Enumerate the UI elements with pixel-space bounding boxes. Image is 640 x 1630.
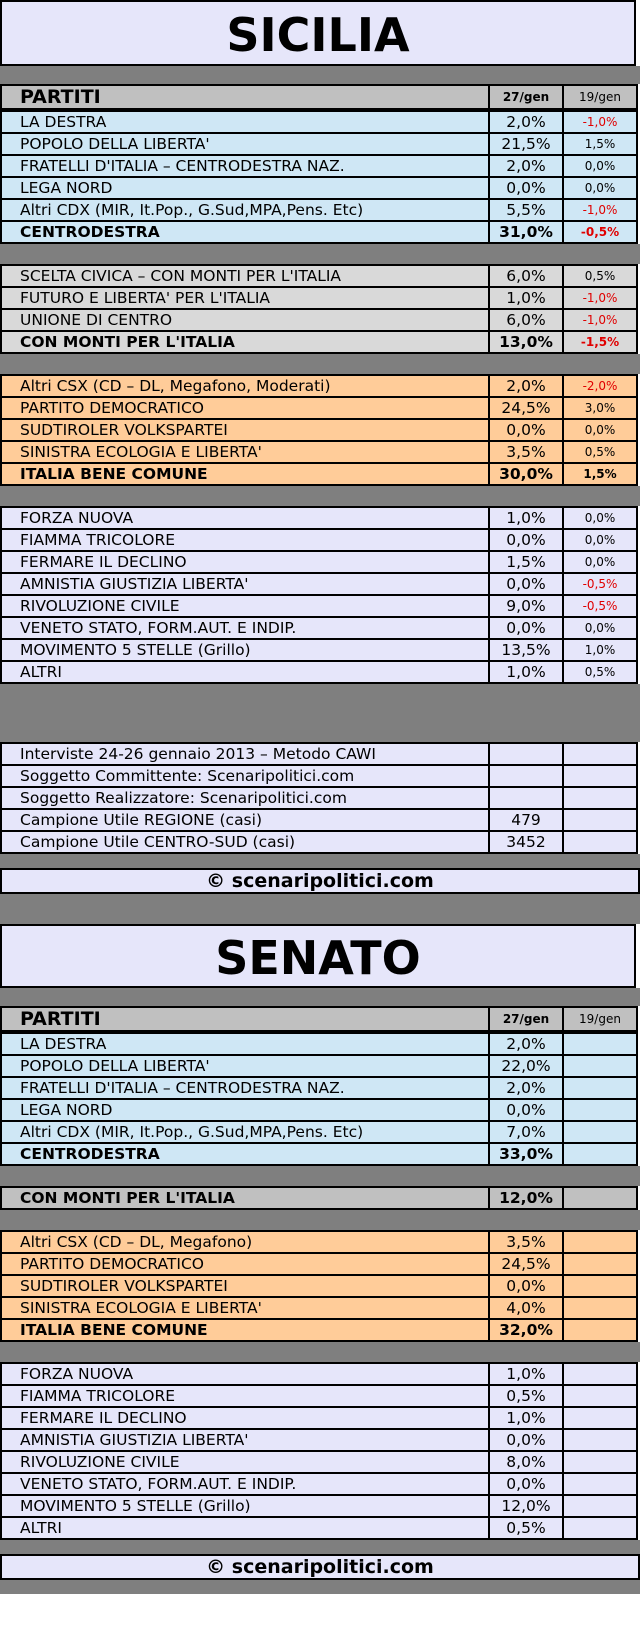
change-value: -1,0%	[563, 199, 637, 221]
senato-title: SENATO	[0, 924, 636, 988]
table-row	[1, 1363, 637, 1385]
change-value	[563, 1253, 637, 1275]
current-value: 8,0%	[489, 1451, 563, 1473]
party-name: AMNISTIA GIUSTIZIA LIBERTA'	[1, 1429, 489, 1451]
sicilia-csx-table	[0, 374, 638, 486]
party-name: FUTURO E LIBERTA' PER L'ITALIA	[1, 287, 489, 309]
current-value: 3452	[489, 831, 563, 853]
change-value	[563, 1473, 637, 1495]
change-value: 0,0%	[563, 529, 637, 551]
party-name: Campione Utile REGIONE (casi)	[1, 809, 489, 831]
separator	[0, 894, 640, 924]
change-value: 0,5%	[563, 441, 637, 463]
change-value: 0,0%	[563, 617, 637, 639]
table-row	[1, 111, 637, 133]
table-row	[1, 639, 637, 661]
current-value	[489, 743, 563, 765]
separator	[0, 1166, 640, 1186]
table-row	[1, 375, 637, 397]
change-value: 0,5%	[563, 265, 637, 287]
current-value: 0,0%	[489, 177, 563, 199]
party-name: Soggetto Realizzatore: Scenaripolitici.com	[1, 787, 489, 809]
current-value: 7,0%	[489, 1121, 563, 1143]
senato-others-table	[0, 1362, 638, 1540]
party-name: ITALIA BENE COMUNE	[1, 463, 489, 485]
separator	[0, 1210, 640, 1230]
party-name: SINISTRA ECOLOGIA E LIBERTA'	[1, 1297, 489, 1319]
total-row	[1, 1143, 637, 1165]
table-row	[1, 133, 637, 155]
current-value: 13,5%	[489, 639, 563, 661]
party-name: FIAMMA TRICOLORE	[1, 529, 489, 551]
current-value: 0,5%	[489, 1385, 563, 1407]
current-value: 5,5%	[489, 199, 563, 221]
change-value	[563, 1297, 637, 1319]
table-row	[1, 155, 637, 177]
current-value: 12,0%	[489, 1495, 563, 1517]
table-row	[1, 419, 637, 441]
party-name: CON MONTI PER L'ITALIA	[1, 1187, 489, 1209]
table-row	[1, 1429, 637, 1451]
party-name: ALTRI	[1, 661, 489, 683]
change-value	[563, 1077, 637, 1099]
current-value: 24,5%	[489, 397, 563, 419]
current-value: 0,0%	[489, 1473, 563, 1495]
change-value: 1,0%	[563, 639, 637, 661]
change-value: 0,5%	[563, 661, 637, 683]
party-name: AMNISTIA GIUSTIZIA LIBERTA'	[1, 573, 489, 595]
separator	[0, 66, 640, 84]
sicilia-title: SICILIA	[0, 0, 636, 66]
table-row	[1, 199, 637, 221]
current-value: 21,5%	[489, 133, 563, 155]
party-name: CENTRODESTRA	[1, 221, 489, 243]
current-value: 31,0%	[489, 221, 563, 243]
change-value: -0,5%	[563, 595, 637, 617]
party-name: POPOLO DELLA LIBERTA'	[1, 133, 489, 155]
table-row	[1, 397, 637, 419]
change-value: 0,0%	[563, 551, 637, 573]
party-name: RIVOLUZIONE CIVILE	[1, 1451, 489, 1473]
party-name: LA DESTRA	[1, 111, 489, 133]
table-row	[1, 787, 637, 809]
total-row	[1, 1187, 637, 1209]
change-value	[563, 1495, 637, 1517]
table-row	[1, 1451, 637, 1473]
change-value	[563, 787, 637, 809]
copyright-label: © scenaripolitici.com	[0, 1554, 640, 1580]
current-value: 30,0%	[489, 463, 563, 485]
party-name: FIAMMA TRICOLORE	[1, 1385, 489, 1407]
party-name: POPOLO DELLA LIBERTA'	[1, 1055, 489, 1077]
change-value	[563, 1231, 637, 1253]
table-row	[1, 529, 637, 551]
party-name: Altri CDX (MIR, It.Pop., G.Sud,MPA,Pens. Etc)	[1, 199, 489, 221]
party-name: Campione Utile CENTRO-SUD (casi)	[1, 831, 489, 853]
separator	[0, 244, 640, 264]
change-value: 0,0%	[563, 155, 637, 177]
current-value: 13,0%	[489, 331, 563, 353]
current-value: 0,0%	[489, 1275, 563, 1297]
senato-table-header	[0, 1006, 638, 1032]
current-value: 6,0%	[489, 309, 563, 331]
change-value	[563, 1517, 637, 1539]
change-value: -1,0%	[563, 287, 637, 309]
change-value: 0,0%	[563, 419, 637, 441]
current-value: 3,5%	[489, 1231, 563, 1253]
current-value: 2,0%	[489, 1077, 563, 1099]
party-name: Altri CSX (CD – DL, Megafono, Moderati)	[1, 375, 489, 397]
table-row	[1, 765, 637, 787]
separator	[0, 684, 640, 742]
change-value: -1,5%	[563, 331, 637, 353]
separator	[0, 1540, 640, 1554]
party-name: FRATELLI D'ITALIA – CENTRODESTRA NAZ.	[1, 1077, 489, 1099]
current-value: 0,0%	[489, 529, 563, 551]
change-value: -0,5%	[563, 221, 637, 243]
table-row	[1, 1473, 637, 1495]
table-row	[1, 1517, 637, 1539]
current-value: 479	[489, 809, 563, 831]
table-row	[1, 1055, 637, 1077]
separator	[0, 354, 640, 374]
change-value: 3,0%	[563, 397, 637, 419]
change-value	[563, 1099, 637, 1121]
current-value: 1,0%	[489, 1407, 563, 1429]
party-name: ITALIA BENE COMUNE	[1, 1319, 489, 1341]
table-row	[1, 287, 637, 309]
table-row	[1, 1253, 637, 1275]
party-name: CENTRODESTRA	[1, 1143, 489, 1165]
current-value: 1,5%	[489, 551, 563, 573]
change-value: -0,5%	[563, 573, 637, 595]
party-name: LA DESTRA	[1, 1033, 489, 1055]
current-value: 0,5%	[489, 1517, 563, 1539]
current-value: 9,0%	[489, 595, 563, 617]
current-value: 4,0%	[489, 1297, 563, 1319]
change-value	[563, 1033, 637, 1055]
table-row	[1, 441, 637, 463]
current-value: 33,0%	[489, 1143, 563, 1165]
current-value: 3,5%	[489, 441, 563, 463]
sicilia-others-table	[0, 506, 638, 684]
table-row	[1, 1033, 637, 1055]
change-value	[563, 831, 637, 853]
change-value	[563, 1407, 637, 1429]
current-value: 0,0%	[489, 1429, 563, 1451]
partiti-header: PARTITI	[1, 85, 489, 109]
change-value	[563, 1429, 637, 1451]
table-row	[1, 177, 637, 199]
party-name: Soggetto Committente: Scenaripolitici.com	[1, 765, 489, 787]
party-name: SINISTRA ECOLOGIA E LIBERTA'	[1, 441, 489, 463]
table-row	[1, 309, 637, 331]
table-row	[1, 595, 637, 617]
table-row	[1, 551, 637, 573]
separator	[0, 854, 640, 868]
senato-monti-table	[0, 1186, 638, 1210]
party-name: SUDTIROLER VOLKSPARTEI	[1, 419, 489, 441]
change-value	[563, 1121, 637, 1143]
party-name: FORZA NUOVA	[1, 1363, 489, 1385]
current-value: 1,0%	[489, 1363, 563, 1385]
party-name: ALTRI	[1, 1517, 489, 1539]
table-row	[1, 617, 637, 639]
change-value	[563, 1451, 637, 1473]
table-row	[1, 1495, 637, 1517]
total-row	[1, 331, 637, 353]
party-name: FRATELLI D'ITALIA – CENTRODESTRA NAZ.	[1, 155, 489, 177]
separator	[0, 988, 640, 1006]
table-row	[1, 809, 637, 831]
party-name: LEGA NORD	[1, 1099, 489, 1121]
current-value: 2,0%	[489, 1033, 563, 1055]
table-row	[1, 1385, 637, 1407]
separator	[0, 1342, 640, 1362]
change-value	[563, 1055, 637, 1077]
date-col-previous: 19/gen	[563, 1007, 637, 1031]
sicilia-monti-table	[0, 264, 638, 354]
current-value: 0,0%	[489, 617, 563, 639]
separator	[0, 1580, 640, 1594]
change-value	[563, 1275, 637, 1297]
table-row	[1, 661, 637, 683]
change-value	[563, 765, 637, 787]
change-value: -1,0%	[563, 111, 637, 133]
total-row	[1, 1319, 637, 1341]
total-row	[1, 463, 637, 485]
table-row	[1, 265, 637, 287]
party-name: FERMARE IL DECLINO	[1, 551, 489, 573]
party-name: PARTITO DEMOCRATICO	[1, 1253, 489, 1275]
table-row	[1, 1099, 637, 1121]
current-value	[489, 787, 563, 809]
current-value	[489, 765, 563, 787]
table-row	[1, 1297, 637, 1319]
table-row	[1, 1275, 637, 1297]
change-value: 0,0%	[563, 507, 637, 529]
current-value: 1,0%	[489, 287, 563, 309]
party-name: SUDTIROLER VOLKSPARTEI	[1, 1275, 489, 1297]
party-name: SCELTA CIVICA – CON MONTI PER L'ITALIA	[1, 265, 489, 287]
current-value: 2,0%	[489, 111, 563, 133]
change-value	[563, 1363, 637, 1385]
change-value	[563, 743, 637, 765]
table-row	[1, 743, 637, 765]
change-value: -1,0%	[563, 309, 637, 331]
table-row	[1, 573, 637, 595]
party-name: FORZA NUOVA	[1, 507, 489, 529]
total-row	[1, 221, 637, 243]
date-col-previous: 19/gen	[563, 85, 637, 109]
change-value: 1,5%	[563, 463, 637, 485]
party-name: RIVOLUZIONE CIVILE	[1, 595, 489, 617]
table-row	[1, 1407, 637, 1429]
date-col-current: 27/gen	[489, 85, 563, 109]
table-row	[1, 831, 637, 853]
sicilia-table-header	[0, 84, 638, 110]
separator	[0, 486, 640, 506]
date-col-current: 27/gen	[489, 1007, 563, 1031]
table-row	[1, 1231, 637, 1253]
current-value: 0,0%	[489, 419, 563, 441]
current-value: 1,0%	[489, 661, 563, 683]
party-name: UNIONE DI CENTRO	[1, 309, 489, 331]
party-name: VENETO STATO, FORM.AUT. E INDIP.	[1, 617, 489, 639]
change-value: 0,0%	[563, 177, 637, 199]
party-name: Altri CSX (CD – DL, Megafono)	[1, 1231, 489, 1253]
table-row	[1, 1121, 637, 1143]
current-value: 0,0%	[489, 1099, 563, 1121]
party-name: MOVIMENTO 5 STELLE (Grillo)	[1, 1495, 489, 1517]
change-value	[563, 1143, 637, 1165]
current-value: 24,5%	[489, 1253, 563, 1275]
current-value: 1,0%	[489, 507, 563, 529]
senato-centrodestra-table	[0, 1032, 638, 1166]
current-value: 2,0%	[489, 375, 563, 397]
current-value: 22,0%	[489, 1055, 563, 1077]
change-value: 1,5%	[563, 133, 637, 155]
table-row	[1, 507, 637, 529]
party-name: LEGA NORD	[1, 177, 489, 199]
change-value: -2,0%	[563, 375, 637, 397]
party-name: FERMARE IL DECLINO	[1, 1407, 489, 1429]
current-value: 12,0%	[489, 1187, 563, 1209]
current-value: 6,0%	[489, 265, 563, 287]
senato-csx-table	[0, 1230, 638, 1342]
sicilia-methodology-table	[0, 742, 638, 854]
party-name: CON MONTI PER L'ITALIA	[1, 331, 489, 353]
current-value: 2,0%	[489, 155, 563, 177]
current-value: 32,0%	[489, 1319, 563, 1341]
change-value	[563, 809, 637, 831]
table-row	[1, 1077, 637, 1099]
party-name: PARTITO DEMOCRATICO	[1, 397, 489, 419]
copyright-label: © scenaripolitici.com	[0, 868, 640, 894]
party-name: MOVIMENTO 5 STELLE (Grillo)	[1, 639, 489, 661]
party-name: VENETO STATO, FORM.AUT. E INDIP.	[1, 1473, 489, 1495]
change-value	[563, 1187, 637, 1209]
party-name: Interviste 24-26 gennaio 2013 – Metodo CAWI	[1, 743, 489, 765]
sicilia-centrodestra-table	[0, 110, 638, 244]
party-name: Altri CDX (MIR, It.Pop., G.Sud,MPA,Pens. Etc)	[1, 1121, 489, 1143]
change-value	[563, 1385, 637, 1407]
current-value: 0,0%	[489, 573, 563, 595]
change-value	[563, 1319, 637, 1341]
partiti-header: PARTITI	[1, 1007, 489, 1031]
